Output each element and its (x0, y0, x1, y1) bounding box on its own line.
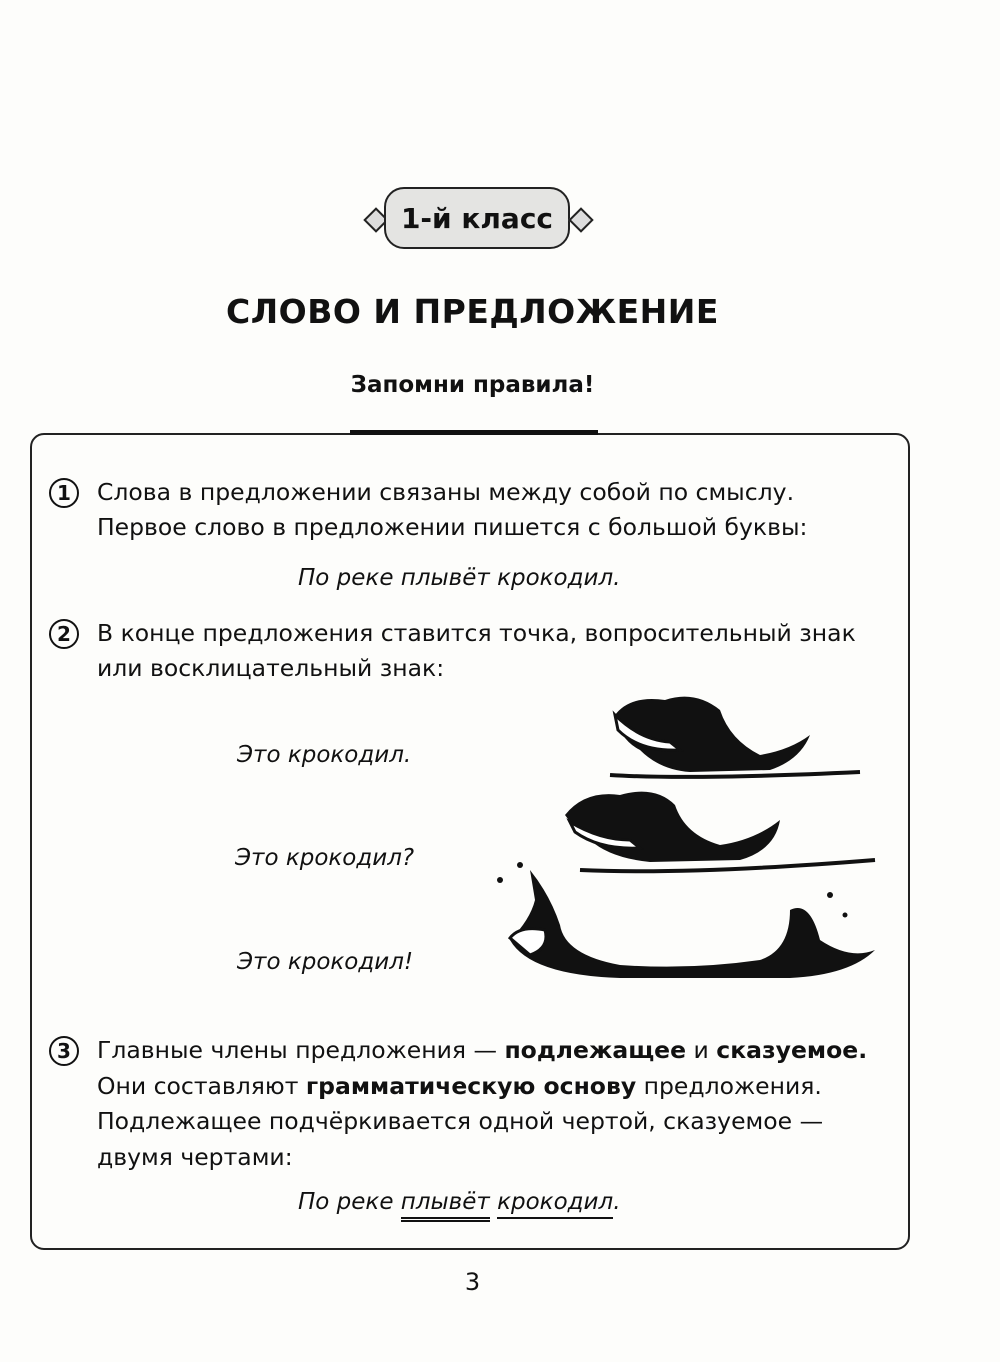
crocodile-icon (490, 680, 890, 1010)
rule-text: В конце предложения ставится точка, вопросительный знак (97, 619, 856, 647)
example-sentence: Это крокодил. (237, 742, 412, 768)
rule-text: Слова в предложении связаны между собой по смыслу. (97, 478, 795, 506)
example-sentence: Это крокодил? (235, 845, 415, 871)
rule-number: 1 (49, 478, 79, 508)
subject-underlined: крокодил (497, 1189, 613, 1219)
rule-text: или восклицательный знак: (97, 654, 445, 682)
subtitle: Запомни правила! (350, 372, 595, 398)
term-subject: подлежащее (504, 1036, 687, 1064)
text: Главные члены предложения — (97, 1036, 505, 1064)
page-number: 3 (464, 1268, 481, 1296)
diamond-ornament-right (568, 207, 593, 232)
text: предложения. (636, 1072, 822, 1100)
grade-badge: 1-й класс (384, 187, 570, 249)
rule-text (97, 1071, 822, 1101)
text: По реке (298, 1189, 401, 1215)
text: Они составляют (97, 1072, 306, 1100)
divider (350, 430, 598, 435)
rule-text: Подлежащее подчёркивается одной чертой, сказуемое — (97, 1107, 824, 1135)
rule-number: 3 (49, 1036, 79, 1066)
term-predicate: сказуемое. (716, 1036, 868, 1064)
example-sentence: Это крокодил! (237, 949, 414, 975)
text (490, 1189, 497, 1215)
text: . (613, 1189, 621, 1215)
rule-text: Первое слово в предложении пишется с большой буквы: (97, 513, 808, 541)
text: и (686, 1036, 717, 1064)
example-sentence (298, 1189, 621, 1215)
page-title: СЛОВО И ПРЕДЛОЖЕНИЕ (226, 292, 719, 331)
rule-text (97, 1035, 867, 1065)
rule-text: двумя чертами: (97, 1143, 293, 1171)
rule-number: 2 (49, 619, 79, 649)
predicate-underlined: плывёт (401, 1189, 490, 1222)
example-sentence: По реке плывёт крокодил. (298, 565, 621, 591)
term-grammatical-basis: грамматическую основу (305, 1072, 637, 1100)
